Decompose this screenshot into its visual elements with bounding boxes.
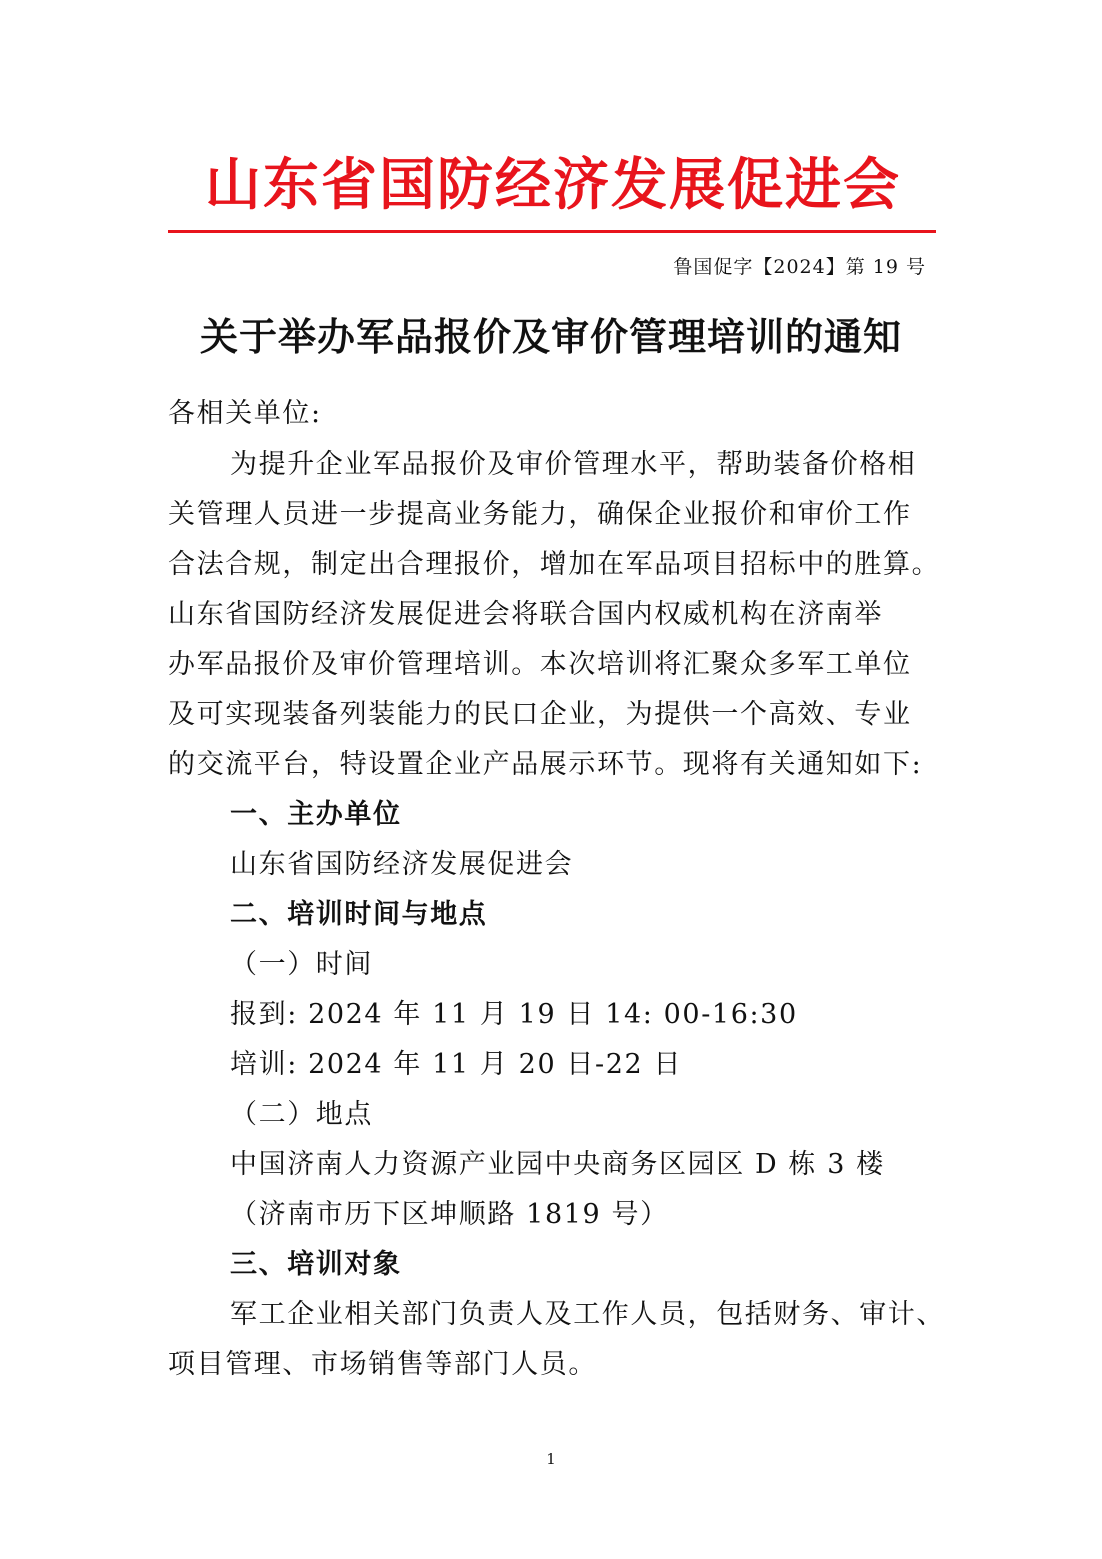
intro-line: 为提升企业军品报价及审价管理水平，帮助装备价格相	[230, 449, 917, 480]
venue-address: （济南市历下区坤顺路 1819 号）	[230, 1199, 669, 1230]
intro-line: 山东省国防经济发展促进会将联合国内权威机构在济南举	[168, 599, 883, 630]
salutation: 各相关单位:	[168, 398, 322, 429]
audience-line: 项目管理、市场销售等部门人员。	[168, 1349, 597, 1380]
subheading-time: （一）时间	[230, 949, 373, 980]
section-heading-audience: 三、培训对象	[230, 1249, 402, 1280]
section-heading-time-place: 二、培训时间与地点	[230, 899, 488, 930]
subheading-place: （二）地点	[230, 1099, 373, 1130]
intro-line: 办军品报价及审价管理培训。本次培训将汇聚众多军工单位	[168, 649, 912, 680]
notice-title: 关于举办军品报价及审价管理培训的通知	[199, 314, 902, 359]
audience-line: 军工企业相关部门负责人及工作人员，包括财务、审计、	[230, 1299, 945, 1330]
intro-line: 关管理人员进一步提高业务能力，确保企业报价和审价工作	[168, 499, 912, 530]
letterhead-red-rule	[168, 230, 936, 233]
intro-line: 合法合规，制定出合理报价，增加在军品项目招标中的胜算。	[168, 549, 941, 580]
section-heading-organizer: 一、主办单位	[230, 799, 402, 830]
venue-name: 中国济南人力资源产业园中央商务区园区 D 栋 3 楼	[230, 1149, 885, 1180]
training-dates: 培训: 2024 年 11 月 20 日-22 日	[230, 1049, 683, 1080]
registration-time: 报到: 2024 年 11 月 19 日 14: 00-16:30	[230, 999, 798, 1030]
page-number: 1	[546, 1450, 556, 1468]
org-letterhead-title: 山东省国防经济发展促进会	[205, 153, 901, 218]
document-number: 鲁国促字【2024】第 19 号	[673, 256, 926, 278]
intro-line: 及可实现装备列装能力的民口企业，为提供一个高效、专业	[168, 699, 912, 730]
intro-line: 的交流平台，特设置企业产品展示环节。现将有关通知如下:	[168, 749, 923, 780]
organizer-name: 山东省国防经济发展促进会	[230, 849, 574, 880]
